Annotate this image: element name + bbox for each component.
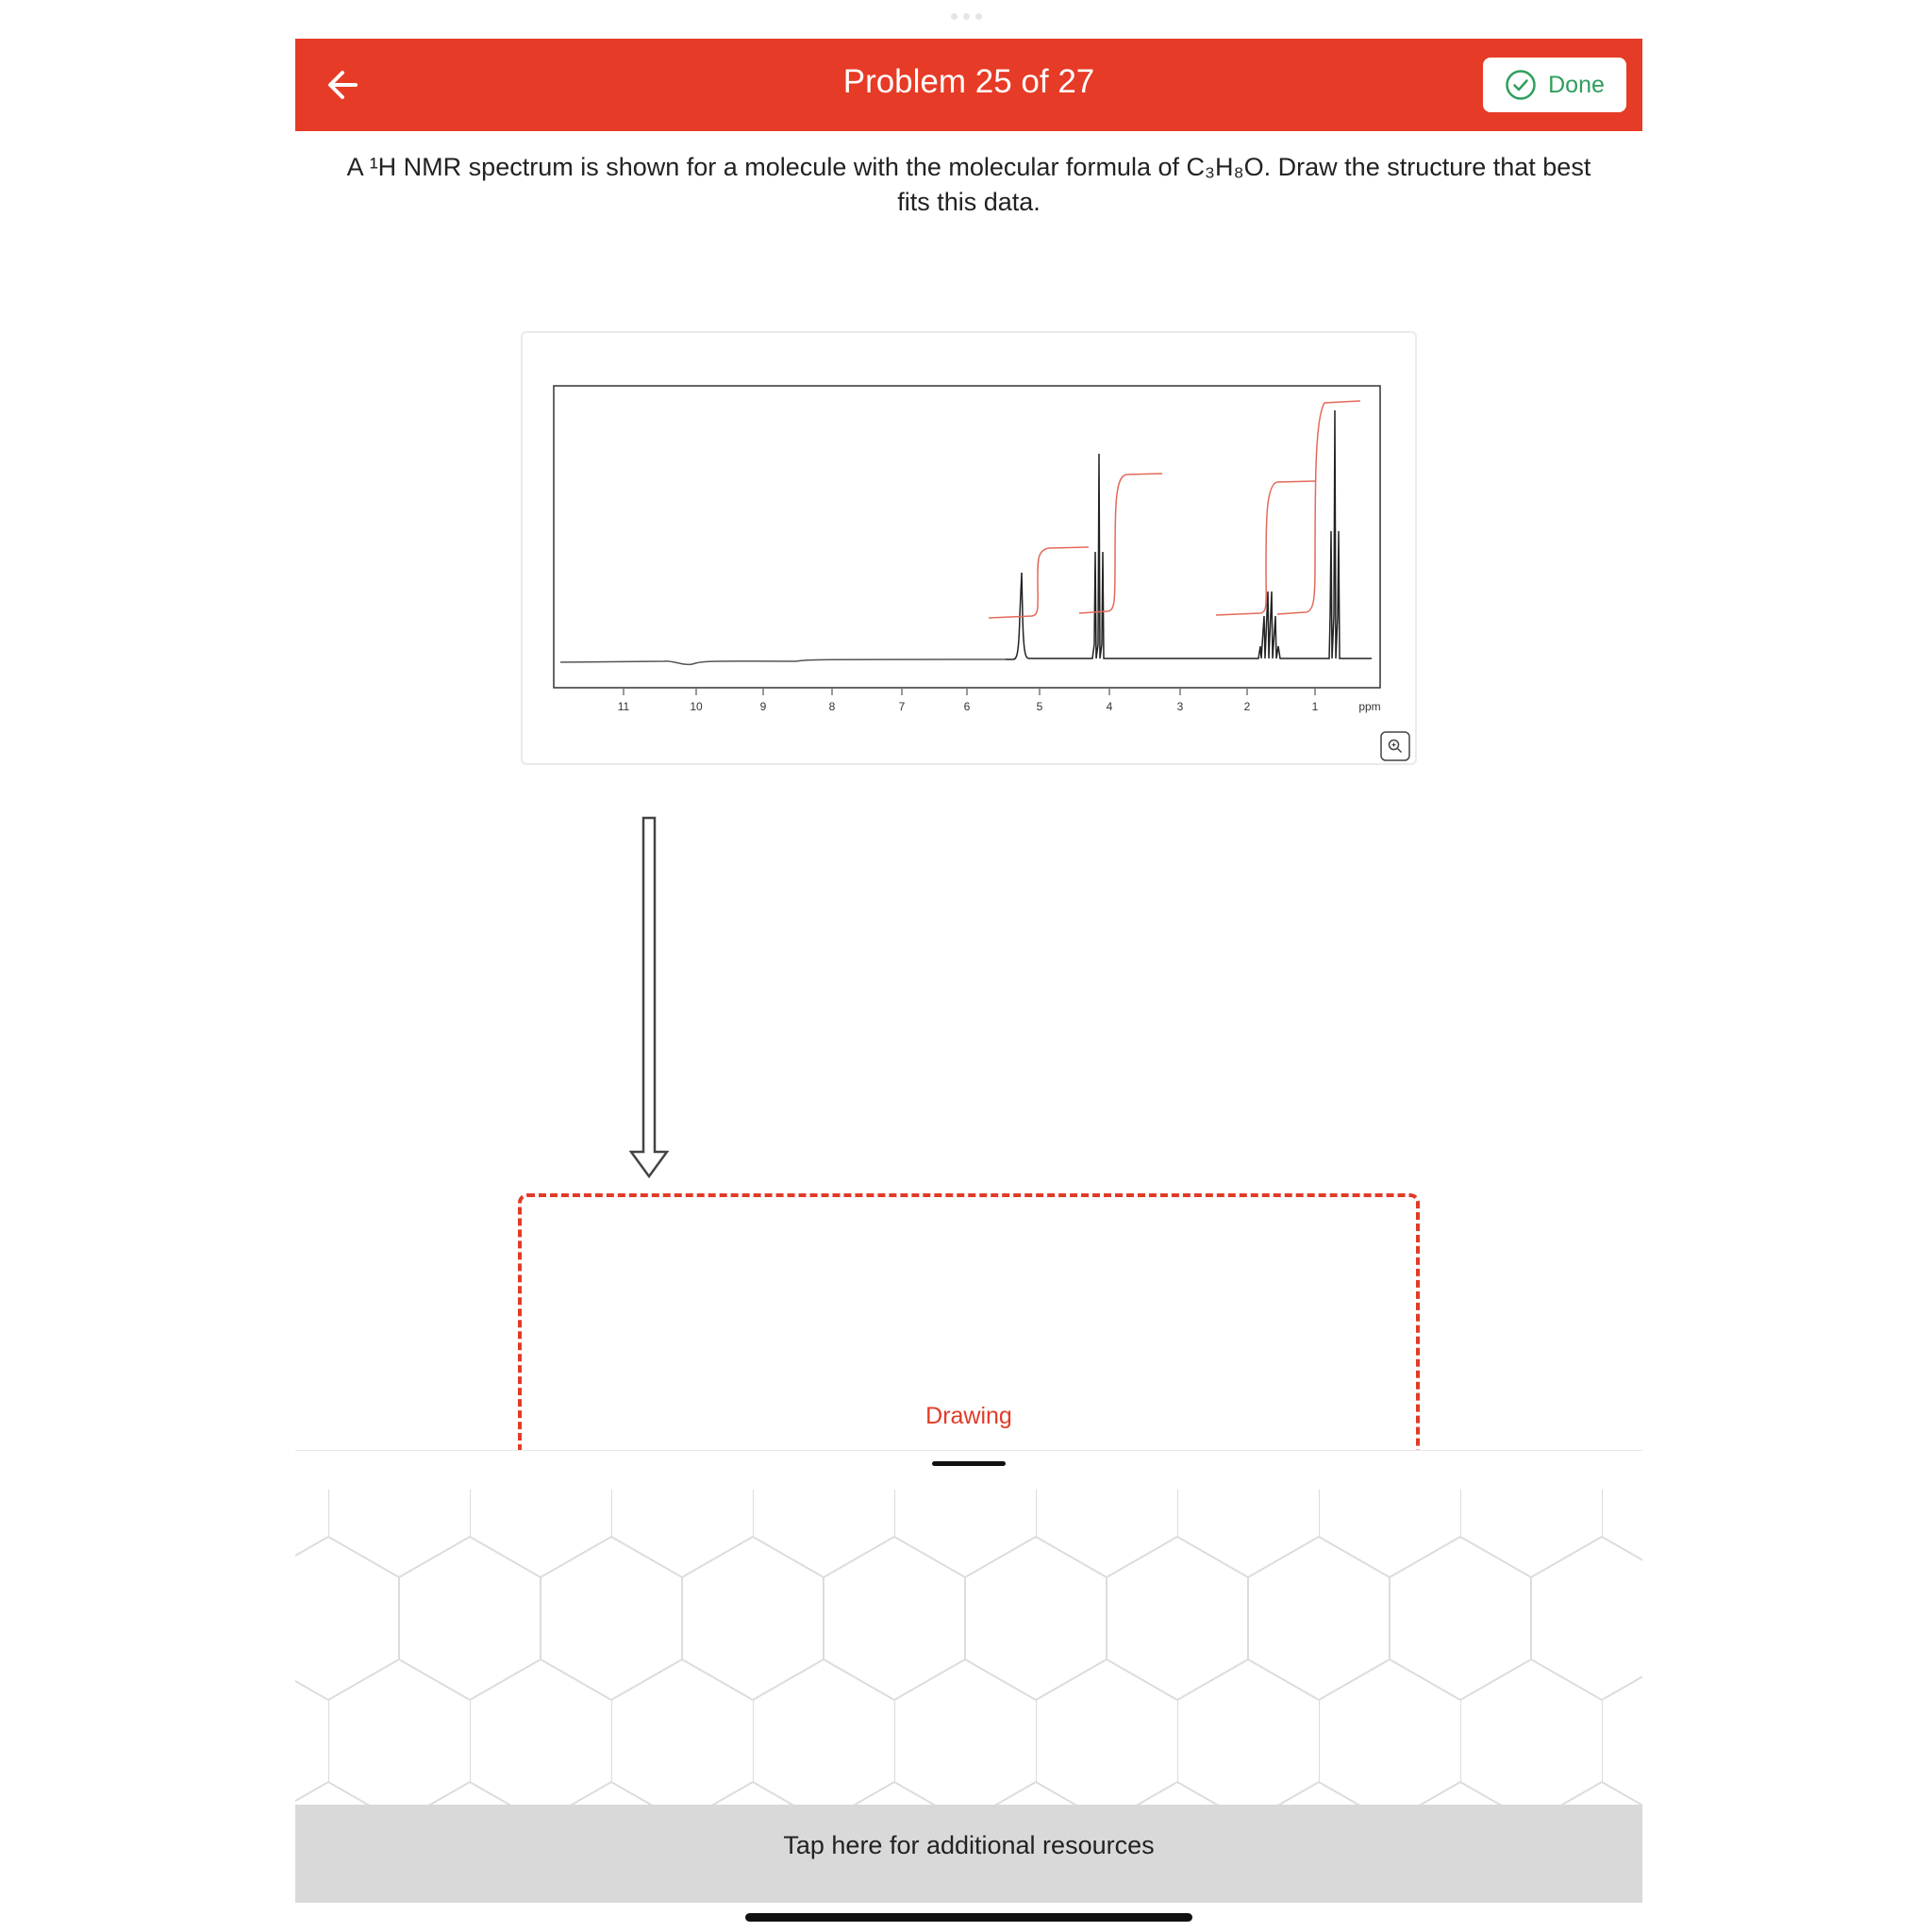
question-prompt: A ¹H NMR spectrum is shown for a molecule with the molecular formula of C₃H₈O. Draw the structure that best fits this data. — [346, 153, 1591, 216]
tick-label: 4 — [1106, 700, 1113, 713]
drawing-label: Drawing — [925, 1403, 1012, 1429]
down-arrow-icon — [629, 816, 669, 1180]
tick-label: 10 — [690, 700, 703, 713]
tick-label: 9 — [759, 700, 767, 713]
done-label: Done — [1548, 71, 1605, 98]
tick-label: 2 — [1243, 700, 1251, 713]
tick-label: 8 — [828, 700, 836, 713]
done-button[interactable] — [1483, 58, 1626, 112]
additional-resources-button[interactable] — [295, 1805, 1642, 1903]
hexagon-grid-background — [295, 1490, 1642, 1805]
tick-label: 6 — [963, 700, 971, 713]
zoom-in-icon[interactable] — [1380, 731, 1410, 761]
nmr-spectrum-card — [521, 331, 1417, 765]
drawing-area[interactable] — [518, 1193, 1420, 1476]
multitasking-dots[interactable] — [951, 13, 989, 23]
home-indicator[interactable] — [745, 1913, 1192, 1922]
nmr-spectrum — [523, 333, 1415, 763]
resources-label: Tap here for additional resources — [783, 1830, 1155, 1859]
tick-label: 7 — [898, 700, 906, 713]
check-circle-icon — [1505, 69, 1537, 101]
sheet-drag-handle[interactable] — [932, 1461, 1006, 1466]
tick-label: 3 — [1176, 700, 1184, 713]
tick-label: 1 — [1311, 700, 1319, 713]
problem-screen — [295, 39, 1642, 1907]
tick-label: 5 — [1036, 700, 1043, 713]
header-bar — [295, 39, 1642, 131]
page-title: Problem 25 of 27 — [842, 63, 1095, 100]
tick-label: 11 — [617, 700, 630, 713]
ppm-label: ppm — [1358, 700, 1381, 713]
